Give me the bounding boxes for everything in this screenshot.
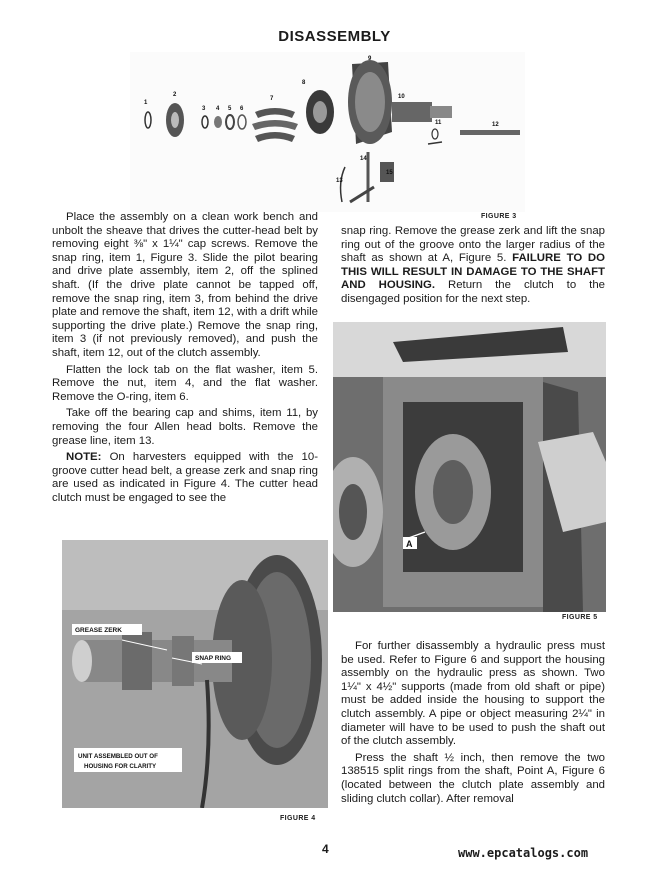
part-number-15: 15	[386, 170, 393, 176]
part-number-8: 8	[302, 80, 306, 86]
paragraph: Take off the bearing cap and shims, item 11, by removing the four Allen head bolts. Remove the grease line, item 13.	[52, 407, 318, 447]
part-number-12: 12	[492, 122, 499, 128]
part-number-11: 11	[435, 120, 442, 126]
clutch-assembly-photo	[62, 540, 328, 808]
figure-5-caption: FIGURE 5	[562, 614, 598, 621]
page-title: DISASSEMBLY	[278, 28, 391, 45]
website-url: www.epcatalogs.com	[458, 846, 589, 860]
part-number-5: 5	[228, 106, 232, 112]
part-number-2: 2	[173, 92, 177, 98]
paragraph: Press the shaft ½ inch, then remove the two 138515 split rings from the shaft, Point A, Figure 6 (located between the clutch plate assembly and sliding clutch collar). After removal	[341, 751, 605, 805]
label-note-line-1: UNIT ASSEMBLED OUT OF	[78, 753, 158, 760]
page-number: 4	[322, 842, 329, 856]
label-snap-ring: SNAP RING	[195, 655, 231, 662]
figure-4-caption: FIGURE 4	[280, 815, 316, 822]
paragraph: For further disassembly a hydraulic press must be used. Refer to Figure 6 and support the housing assembly on the hydraulic press as shown. Two 1¼" x 4½" supports (made from old shaft or pipe) must be added inside the housing to support the clutch assembly. A pipe or object measuring 2¼" in diameter will have to be used to push the shaft out of the clutch assembly.	[341, 640, 605, 748]
column-1-text	[52, 211, 318, 508]
clutch-housing-photo	[333, 322, 606, 612]
part-number-9: 9	[368, 56, 372, 62]
note-label: NOTE:	[66, 451, 102, 464]
paragraph-text: Return the clutch to the disengaged position for the next step.	[341, 279, 605, 305]
part-number-4: 4	[216, 106, 220, 112]
paragraph: Flatten the lock tab on the flat washer, item 5. Remove the nut, item 4, and the flat washer. Remove the O-ring, item 6.	[52, 363, 318, 403]
part-number-14: 14	[360, 156, 367, 162]
column-2-top-text	[341, 225, 605, 310]
warning-paragraph	[341, 225, 605, 307]
note-text: On harvesters equipped with the 10-groove cutter head belt, a grease zerk and snap ring are used as indicated in Figure 4. The cutter head clutch must be engaged to see the	[52, 451, 318, 504]
label-note-line-2: HOUSING FOR CLARITY	[84, 763, 157, 770]
figure-3-exploded-view	[130, 52, 525, 212]
part-number-6: 6	[240, 106, 244, 112]
figure-4-photo	[62, 540, 328, 808]
column-2-bottom-text	[341, 640, 605, 809]
figure-5-photo	[333, 322, 606, 612]
label-grease-zerk: GREASE ZERK	[75, 627, 122, 634]
warning-text: FAILURE TO DO THIS WILL RESULT IN DAMAGE TO THE SHAFT AND HOUSING.	[341, 252, 605, 292]
figure-3-caption: FIGURE 3	[481, 213, 517, 220]
paragraph: Place the assembly on a clean work bench and unbolt the sheave that drives the cutter-head belt by removing eight ⅜" x 1¼" cap screws. Remove the snap ring, item 1, Figure 3. Slide the pilot bearing and drive plate assembly, item 2, off the splined shaft. (If the drive plate cannot be tapped off, remove the snap ring, item 3, from behind the drive plate and remove the shaft, item 12, with a drift while supporting the drive plate.) Remove the snap ring, item 3 (if not previously removed), and push the shaft, item 12, out of the clutch assembly.	[52, 211, 318, 359]
callout-a: A	[406, 539, 413, 549]
part-number-13: 13	[336, 178, 343, 184]
note-paragraph	[52, 451, 318, 505]
exploded-parts-drawing	[130, 52, 525, 212]
part-number-3: 3	[202, 106, 206, 112]
part-number-7: 7	[270, 96, 274, 102]
part-number-1: 1	[144, 100, 148, 106]
part-number-10: 10	[398, 94, 405, 100]
paragraph-text: snap ring. Remove the grease zerk and lift the snap ring out of the groove onto the larger radius of the shaft as shown at A, Figure 5.	[341, 225, 605, 265]
